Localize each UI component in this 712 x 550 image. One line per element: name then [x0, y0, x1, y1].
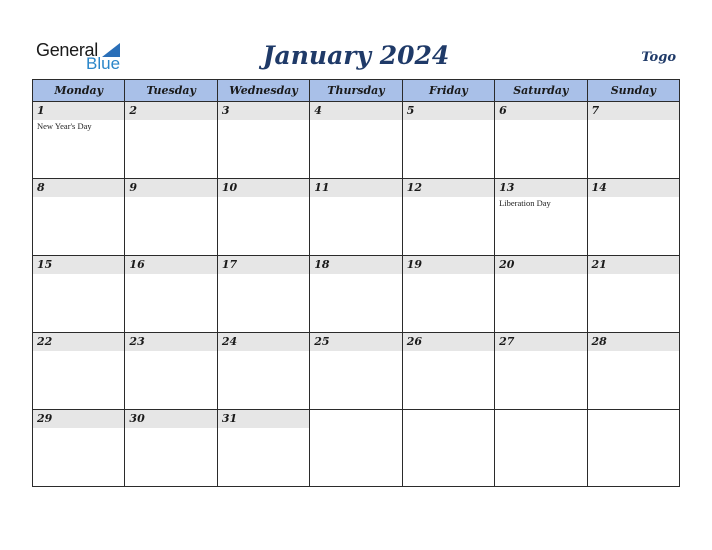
- day-number: 2: [125, 102, 216, 120]
- empty-day-cell: [402, 410, 494, 487]
- day-number: 6: [495, 102, 586, 120]
- day-cell: [33, 410, 125, 487]
- holiday-label: Liberation Day: [499, 198, 551, 208]
- day-number: 15: [33, 256, 124, 274]
- day-cell: [495, 256, 587, 333]
- calendar-title: January 2024: [262, 41, 450, 70]
- day-number: 26: [403, 333, 494, 351]
- calendar-grid: [32, 79, 680, 487]
- day-cell: [217, 179, 309, 256]
- weekday-header: Thursday: [310, 80, 402, 102]
- day-number: 4: [310, 102, 401, 120]
- weekday-header: Friday: [402, 80, 494, 102]
- day-cell: [402, 102, 494, 179]
- day-number: 16: [125, 256, 216, 274]
- day-number: 12: [403, 179, 494, 197]
- day-cell: [495, 179, 587, 256]
- day-cell: [125, 410, 217, 487]
- day-cell: [587, 333, 679, 410]
- day-cell: [33, 333, 125, 410]
- day-number: 22: [33, 333, 124, 351]
- day-cell: [495, 102, 587, 179]
- day-number: 7: [588, 102, 679, 120]
- day-number: 18: [310, 256, 401, 274]
- day-cell: [217, 410, 309, 487]
- logo-text-general: General: [36, 40, 98, 60]
- day-number: 19: [403, 256, 494, 274]
- day-number: 28: [588, 333, 679, 351]
- day-number: 8: [33, 179, 124, 197]
- weekday-header: Saturday: [495, 80, 587, 102]
- day-number: 9: [125, 179, 216, 197]
- day-number: 14: [588, 179, 679, 197]
- day-cell: [402, 333, 494, 410]
- day-number: 11: [310, 179, 401, 197]
- day-number: 31: [218, 410, 309, 428]
- logo-text-blue: Blue: [86, 54, 121, 73]
- day-cell: [125, 102, 217, 179]
- day-cell: [310, 179, 402, 256]
- weekday-header-row: [33, 80, 680, 102]
- day-cell: [587, 102, 679, 179]
- day-number: 25: [310, 333, 401, 351]
- day-cell: [310, 256, 402, 333]
- calendar-week-row: [33, 256, 680, 333]
- calendar-week-row: [33, 179, 680, 256]
- day-number: 1: [33, 102, 124, 120]
- weekday-header: Tuesday: [125, 80, 217, 102]
- day-cell: [217, 256, 309, 333]
- day-cell: [125, 256, 217, 333]
- day-cell: [217, 102, 309, 179]
- day-number: 23: [125, 333, 216, 351]
- weekday-header: Wednesday: [217, 80, 309, 102]
- day-number: 17: [218, 256, 309, 274]
- weekday-header: Monday: [33, 80, 125, 102]
- day-number: 5: [403, 102, 494, 120]
- day-cell: [310, 333, 402, 410]
- day-cell: [33, 179, 125, 256]
- day-cell: [33, 102, 125, 179]
- day-number: 27: [495, 333, 586, 351]
- calendar-week-row: [33, 333, 680, 410]
- empty-day-cell: [310, 410, 402, 487]
- day-number: 20: [495, 256, 586, 274]
- day-cell: [402, 179, 494, 256]
- day-number: 3: [218, 102, 309, 120]
- day-cell: [125, 179, 217, 256]
- day-cell: [217, 333, 309, 410]
- day-number: 13: [495, 179, 586, 197]
- day-number: 24: [218, 333, 309, 351]
- calendar-week-row: [33, 102, 680, 179]
- country-label: Togo: [641, 50, 676, 65]
- day-number: 29: [33, 410, 124, 428]
- day-cell: [125, 333, 217, 410]
- day-cell: [310, 102, 402, 179]
- weekday-header: Sunday: [587, 80, 679, 102]
- day-cell: [402, 256, 494, 333]
- day-cell: [495, 333, 587, 410]
- day-number: 21: [588, 256, 679, 274]
- empty-day-cell: [587, 410, 679, 487]
- calendar-week-row: [33, 410, 680, 487]
- empty-day-cell: [495, 410, 587, 487]
- day-cell: [33, 256, 125, 333]
- day-cell: [587, 179, 679, 256]
- day-number: 30: [125, 410, 216, 428]
- day-cell: [587, 256, 679, 333]
- day-number: 10: [218, 179, 309, 197]
- holiday-label: New Year's Day: [37, 121, 92, 131]
- calendar-weeks: [33, 102, 680, 487]
